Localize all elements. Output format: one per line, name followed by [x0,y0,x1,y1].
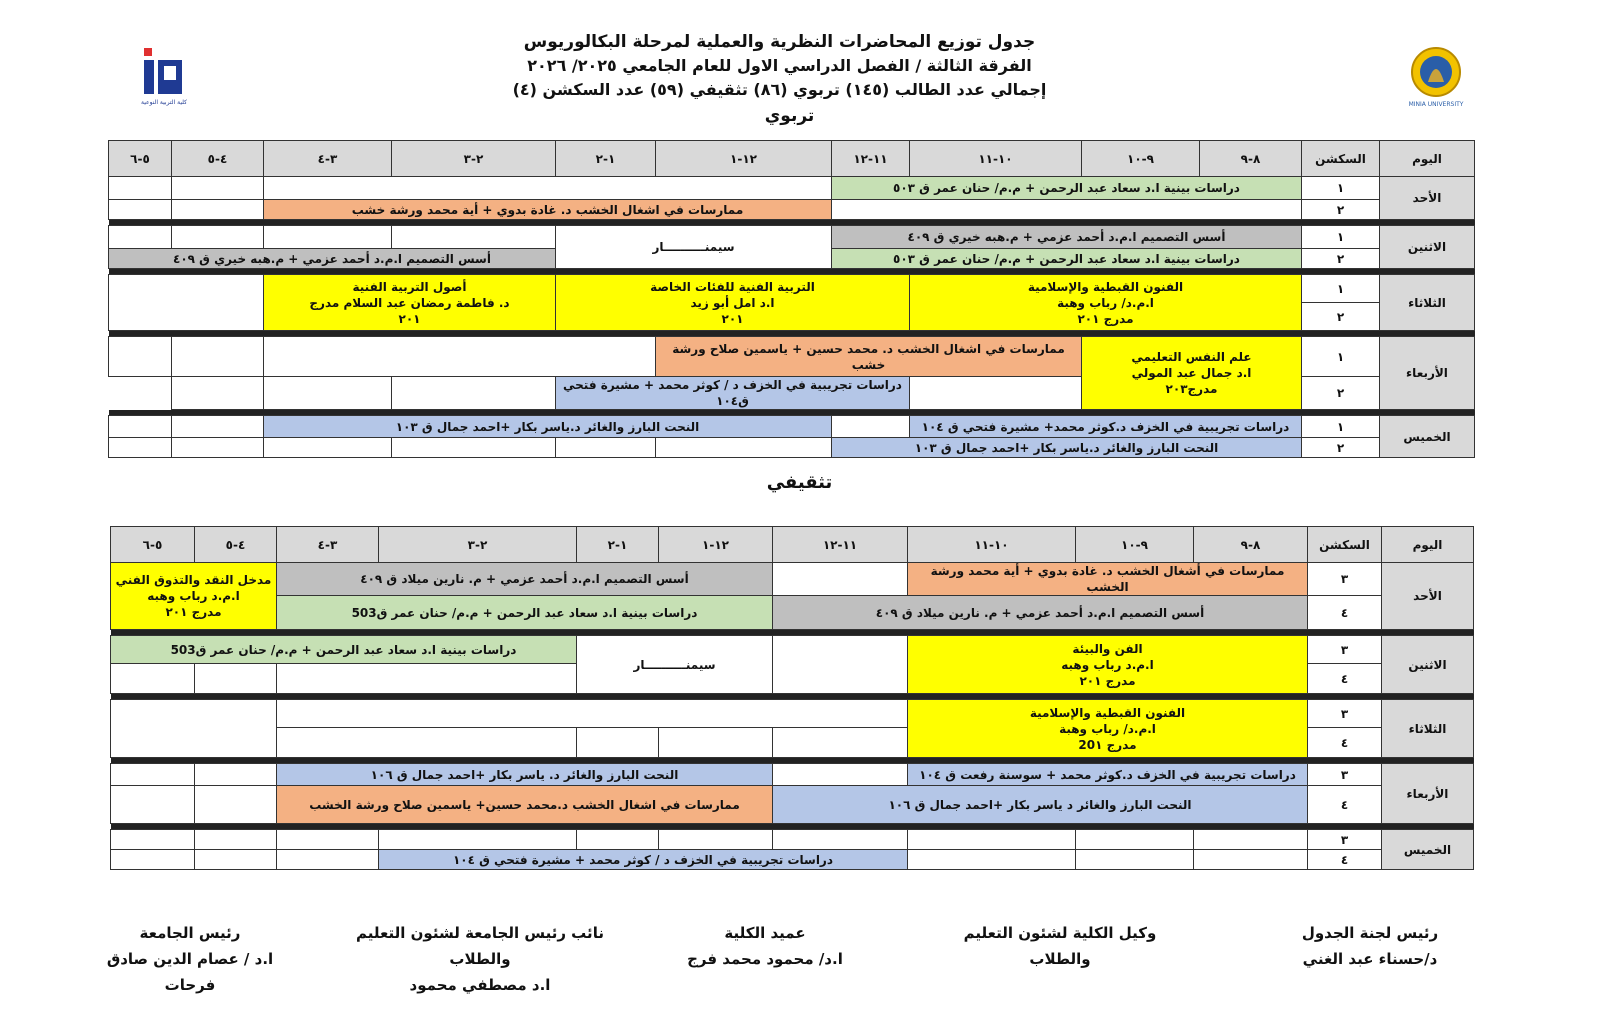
signature-title: رئيس لجنة الجدول [1301,924,1439,942]
signature-title: وكيل الكلية لشئون التعليم والطلاب [963,924,1157,968]
lecture-cell: النحت البارز والغائر د. ياسر بكار +احمد جمال ق ١٠٦ [277,764,773,786]
signature-title: عميد الكلية [724,924,806,942]
instructor: ا.م.د رباب وهبه [1061,657,1154,672]
schedule-title: جدول توزيع المحاضرات النظرية والعملية لمرحلة البكالوريوس [523,32,1036,52]
lecture-cell: النحت البارز والغائر د.ياسر بكار +احمد جمال ق ١٠٣ [264,416,832,438]
seminar-cell: سيمنــــــــــار [577,636,773,694]
course-name: علم النفس التعليمي [1131,350,1252,364]
col-slot: ٨-٩ [1194,527,1308,563]
table-row [111,830,1474,850]
col-slot: ٩-١٠ [1082,141,1200,177]
section-cell: ٢ [1302,438,1380,458]
day-cell-tuesday: الثلاثاء [1382,700,1474,758]
col-slot: ١٠-١١ [910,141,1082,177]
signature-title: رئيس الجامعة [139,924,241,942]
section-cell: ٣ [1308,700,1382,728]
signature-block [935,920,1185,972]
lecture-cell [908,700,1308,758]
section-cell: ١ [1302,416,1380,438]
university-logo-caption: MINIA UNIVERSITY [1408,101,1464,108]
signature-name: ا.د/ محمود محمد فرج [687,950,843,968]
table-row [111,764,1474,786]
section-cell: ١ [1302,226,1380,249]
room: مدرج ٢٠١ [1079,673,1136,688]
lecture-cell: دراسات بينية ا.د سعاد عبد الرحمن + م.م/ حنان عمر ق ٥٠٣ [832,249,1302,269]
col-section: السكشن [1302,141,1380,177]
col-slot: ٤-٥ [172,141,264,177]
table-row [109,337,1475,377]
lecture-cell: دراسات بينية ا.د سعاد عبد الرحمن + م.م/ حنان عمر ق503 [111,636,577,664]
col-slot: ٥-٦ [111,527,195,563]
col-slot: ٣-٤ [264,141,392,177]
instructor: د. فاطمة رمضان عبد السلام مدرج [309,295,510,310]
instructor: ا.م.د رباب وهبه [147,589,240,603]
lecture-cell: ممارسات في أشغال الخشب د. غادة بدوي + أية محمد ورشة الخشب [908,563,1308,596]
col-slot: ١٢-١ [656,141,832,177]
col-slot: ٢-٣ [379,527,577,563]
col-slot: ١١-١٢ [832,141,910,177]
lecture-cell: دراسات تجريبية في الخزف د.كوثر محمد + سوسنة رفعت ق ١٠٤ [908,764,1308,786]
table-row [111,636,1474,664]
signature-name: ا.د / عصام الدين صادق فرحات [106,950,274,994]
col-slot: ٣-٤ [277,527,379,563]
day-cell-wednesday: الأربعاء [1380,337,1475,410]
lecture-cell [111,563,277,630]
seminar-cell: سيمنــــــــــار [556,226,832,269]
day-cell-sunday: الأحد [1382,563,1474,630]
instructor: ا.د جمال عبد المولي [1131,366,1252,380]
room: ٢٠١ [721,311,744,326]
table-row [109,200,1475,220]
student-counts: إجمالي عدد الطالب (١٤٥) تربوي (٨٦) تثقيفي (٥٩) عدد السكشن (٤) [512,80,1047,99]
day-cell-sunday: الأحد [1380,177,1475,220]
faculty-logo [140,46,188,108]
lecture-cell: ممارسات في اشغال الخشب د. غادة بدوي + أية محمد ورشة خشب [264,200,832,220]
lecture-cell [1082,337,1302,410]
schedule-table-tarbawi [108,140,1475,458]
col-slot: ٢-٣ [392,141,556,177]
instructor: ا.م.د/ رباب وهبة [1057,295,1154,310]
section-cell: ٢ [1302,377,1380,410]
room: مدرج ٢٠١ [1077,311,1134,326]
col-slot: ١٠-١١ [908,527,1076,563]
signature-title: نائب رئيس الجامعة لشئون التعليم والطلاب [356,924,604,968]
section-cell: ٤ [1308,728,1382,758]
section-cell: ١ [1302,337,1380,377]
header-row [109,141,1475,177]
lecture-cell: دراسات تجريبية في الخزف د / كوثر محمد + مشيرة فتحي ق١٠٤ [556,377,910,410]
lecture-cell [910,275,1302,331]
lecture-cell: أسس التصميم ا.م.د أحمد عزمي + م. نارين ميلاد ق ٤٠٩ [277,563,773,596]
section-cell: ٤ [1308,786,1382,824]
section-cell: ٢ [1302,249,1380,269]
lecture-cell: النحت البارز والغائر د.ياسر بكار +احمد جمال ق ١٠٣ [832,438,1302,458]
table-row [109,226,1475,249]
section-cell: ٤ [1308,664,1382,694]
col-day: اليوم [1382,527,1474,563]
table-row [111,596,1474,630]
lecture-cell: ممارسات في اشغال الخشب د.محمد حسين+ ياسمين صلاح ورشة الخشب [277,786,773,824]
course-name: التربية الفنية للفئات الخاصة [650,279,815,294]
section-title-tathqifi: تثقيفي [766,472,833,493]
section-cell: ٣ [1308,830,1382,850]
col-slot: ١١-١٢ [773,527,908,563]
signature-name: ا.د مصطفي محمود [409,976,551,994]
table-row [109,438,1475,458]
table-row [111,563,1474,596]
faculty-logo-caption: كلية التربية النوعية [140,99,188,106]
lecture-cell [908,636,1308,694]
course-name: مدخل النقد والتذوق الفني [115,573,272,587]
schedule-subtitle: الفرقة الثالثة / الفصل الدراسي الاول للعام الجامعي ٢٠٢٥/ ٢٠٢٦ [527,56,1032,75]
section-cell: ٣ [1308,764,1382,786]
signature-block [80,920,300,998]
col-slot: ١٢-١ [659,527,773,563]
day-cell-thursday: الخميس [1380,416,1475,458]
col-day: اليوم [1380,141,1475,177]
day-cell-monday: الاثنين [1380,226,1475,269]
section-cell: ٤ [1308,596,1382,630]
signature-name: د/حسناء عبد الغني [1302,950,1438,968]
section-cell: ٤ [1308,850,1382,870]
day-cell-wednesday: الأربعاء [1382,764,1474,824]
course-name: أصول التربية الفنية [352,279,467,294]
col-section: السكشن [1308,527,1382,563]
day-cell-thursday: الخميس [1382,830,1474,870]
course-name: الفنون القبطية والإسلامية [1027,279,1184,294]
table-row [111,786,1474,824]
lecture-cell [556,275,910,331]
room: ٢٠١ [398,311,421,326]
lecture-cell [264,275,556,331]
signature-block [1300,920,1440,972]
room: مدرج ٢٠١ [165,605,222,619]
col-slot: ١-٢ [577,527,659,563]
section-cell: ٢ [1302,200,1380,220]
course-name: الفن والبيئة [1072,641,1143,656]
table-row [111,850,1474,870]
lecture-cell: دراسات بينية ا.د سعاد عبد الرحمن + م.م/ حنان عمر ق ٥٠٣ [832,177,1302,200]
section-cell: ٣ [1308,636,1382,664]
header-row [111,527,1474,563]
schedule-table-tathqifi [110,526,1474,870]
col-slot: ٥-٦ [109,141,172,177]
room: مدرج 20١ [1078,737,1137,752]
table-row [109,177,1475,200]
day-cell-monday: الاثنين [1382,636,1474,694]
table-row [111,700,1474,728]
col-slot: ٤-٥ [195,527,277,563]
section-title-tarbawi: تربوي [764,106,815,126]
section-cell: ١ [1302,177,1380,200]
university-logo [1406,44,1466,110]
col-slot: ١-٢ [556,141,656,177]
col-slot: ٩-١٠ [1076,527,1194,563]
lecture-cell: النحت البارز والغائر د ياسر بكار +احمد جمال ق ١٠٦ [773,786,1308,824]
lecture-cell: دراسات تجريبية في الخزف د / كوثر محمد + مشيرة فتحي ق ١٠٤ [379,850,908,870]
table-row [109,275,1475,303]
lecture-cell: أسس التصميم ا.م.د أحمد عزمي + م. نارين ميلاد ق ٤٠٩ [773,596,1308,630]
lecture-cell: أسس التصميم ا.م.د أحمد عزمي + م.هبه خيري ق ٤٠٩ [109,249,556,269]
lecture-cell: دراسات تجريبية في الخزف د.كوثر محمد+ مشيرة فتحي ق ١٠٤ [910,416,1302,438]
course-name: الفنون القبطية والإسلامية [1029,705,1186,720]
lecture-cell: ممارسات في اشغال الخشب د. محمد حسين + ياسمين صلاح ورشة خشب [656,337,1082,377]
section-cell: ١ [1302,275,1380,303]
day-cell-tuesday: الثلاثاء [1380,275,1475,331]
section-cell: ٢ [1302,303,1380,331]
instructor: ا.م.د/ رباب وهبة [1059,721,1156,736]
signature-block [680,920,850,972]
table-row [109,416,1475,438]
lecture-cell: أسس التصميم ا.م.د أحمد عزمي + م.هبه خيري ق ٤٠٩ [832,226,1302,249]
lecture-cell: دراسات بينية ا.د سعاد عبد الرحمن + م.م/ حنان عمر ق503 [277,596,773,630]
signature-block [335,920,625,998]
section-cell: ٣ [1308,563,1382,596]
col-slot: ٨-٩ [1200,141,1302,177]
instructor: ا.د امل أبو زيد [690,295,775,310]
room: مدرج٢٠٣ [1165,382,1218,396]
